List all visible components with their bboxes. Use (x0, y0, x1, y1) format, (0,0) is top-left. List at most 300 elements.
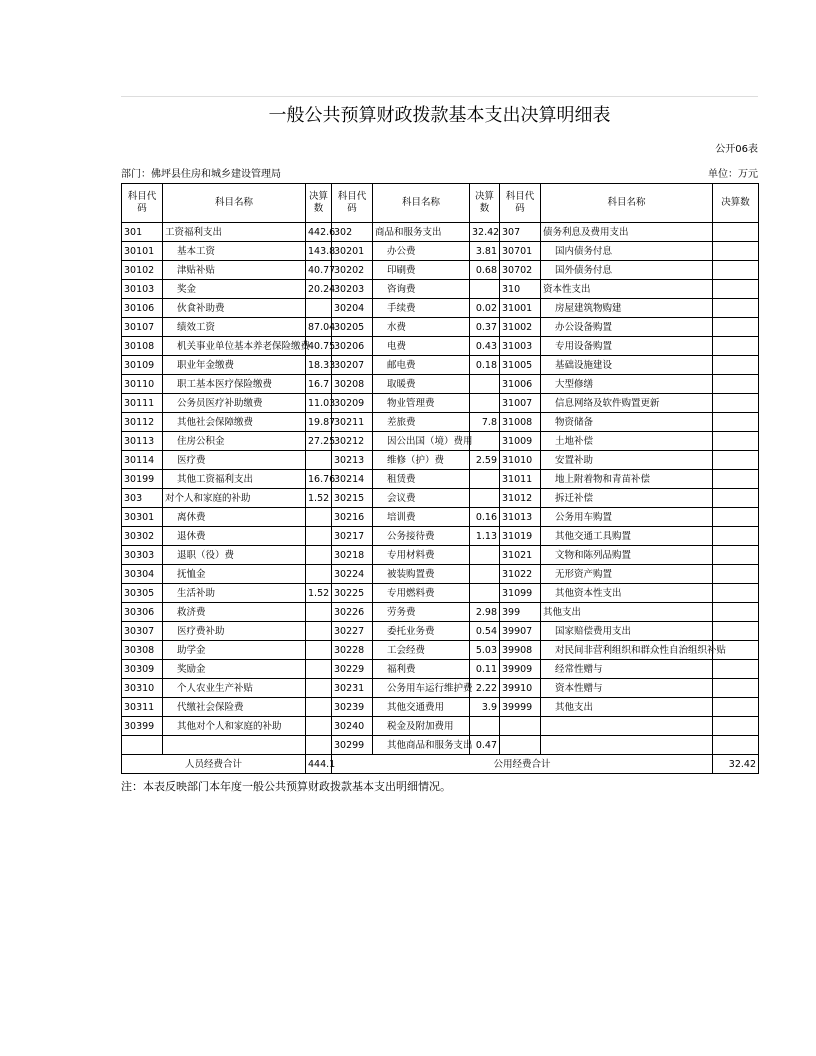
amount-cell (713, 736, 759, 755)
amount-cell (306, 698, 332, 717)
subject-name-cell: 水费 (373, 318, 470, 337)
subject-code-cell: 30311 (122, 698, 163, 717)
amount-cell: 143.8 (306, 242, 332, 261)
subject-name-cell: 奖金 (163, 280, 306, 299)
subject-name-cell: 房屋建筑物购建 (541, 299, 713, 318)
amount-cell: 0.68 (470, 261, 500, 280)
table-row (122, 337, 759, 356)
amount-cell: 0.02 (470, 299, 500, 318)
subject-name-cell: 商品和服务支出 (373, 223, 470, 242)
amount-cell (713, 660, 759, 679)
subject-name-cell: 其他工资福利支出 (163, 470, 306, 489)
amount-cell (306, 451, 332, 470)
subject-code-cell: 30199 (122, 470, 163, 489)
subject-code-cell: 30309 (122, 660, 163, 679)
subject-name-cell: 因公出国（境）费用 (373, 432, 470, 451)
subject-code-cell: 31006 (500, 375, 541, 394)
amount-cell (470, 432, 500, 451)
amount-cell (470, 717, 500, 736)
subject-code-cell: 30111 (122, 394, 163, 413)
table-row (122, 546, 759, 565)
subject-code-cell: 31009 (500, 432, 541, 451)
subject-name-cell: 专用设备购置 (541, 337, 713, 356)
subject-code-cell: 31005 (500, 356, 541, 375)
subject-name-cell: 咨询费 (373, 280, 470, 299)
subject-code-cell: 399 (500, 603, 541, 622)
subject-name-cell: 信息网络及软件购置更新 (541, 394, 713, 413)
subject-code-cell: 30231 (332, 679, 373, 698)
subject-name-cell (163, 736, 306, 755)
subject-code-cell: 30215 (332, 489, 373, 508)
subject-name-cell: 债务利息及费用支出 (541, 223, 713, 242)
amount-cell: 0.18 (470, 356, 500, 375)
subject-code-cell: 30216 (332, 508, 373, 527)
subject-code-cell: 30399 (122, 717, 163, 736)
header-cell: 科目代码 (122, 184, 163, 223)
subject-name-cell: 职工基本医疗保险缴费 (163, 375, 306, 394)
amount-cell (713, 565, 759, 584)
subject-code-cell: 30239 (332, 698, 373, 717)
subject-code-cell: 31001 (500, 299, 541, 318)
amount-cell (306, 660, 332, 679)
subject-name-cell: 电费 (373, 337, 470, 356)
subject-name-cell: 办公费 (373, 242, 470, 261)
amount-cell: 2.59 (470, 451, 500, 470)
amount-cell: 0.47 (470, 736, 500, 755)
amount-cell: 5.03 (470, 641, 500, 660)
subject-name-cell: 维修（护）费 (373, 451, 470, 470)
amount-cell (713, 603, 759, 622)
amount-cell (306, 717, 332, 736)
table-row (122, 413, 759, 432)
amount-cell (713, 527, 759, 546)
subject-code-cell: 30217 (332, 527, 373, 546)
subject-code-cell: 301 (122, 223, 163, 242)
personnel-total-value: 444.1 (306, 755, 332, 774)
subject-code-cell (500, 717, 541, 736)
subject-name-cell: 大型修缮 (541, 375, 713, 394)
subject-code-cell: 31099 (500, 584, 541, 603)
table-row (122, 489, 759, 508)
subject-name-cell: 公务员医疗补助缴费 (163, 394, 306, 413)
subject-name-cell: 职业年金缴费 (163, 356, 306, 375)
subject-code-cell: 31021 (500, 546, 541, 565)
amount-cell (713, 280, 759, 299)
amount-cell: 11.03 (306, 394, 332, 413)
subject-code-cell: 30209 (332, 394, 373, 413)
subject-code-cell: 30206 (332, 337, 373, 356)
subject-code-cell: 30302 (122, 527, 163, 546)
header-row (122, 184, 759, 223)
public-total-value: 32.42 (713, 755, 759, 774)
table-row (122, 280, 759, 299)
subject-name-cell: 其他交通工具购置 (541, 527, 713, 546)
expense-table (121, 183, 759, 774)
subject-name-cell: 印刷费 (373, 261, 470, 280)
amount-cell (470, 280, 500, 299)
table-row (122, 584, 759, 603)
subject-name-cell: 医疗费补助 (163, 622, 306, 641)
subject-code-cell: 30207 (332, 356, 373, 375)
amount-cell (713, 622, 759, 641)
subject-name-cell: 专用材料费 (373, 546, 470, 565)
amount-cell (306, 565, 332, 584)
subject-name-cell: 绩效工资 (163, 318, 306, 337)
subject-code-cell: 30103 (122, 280, 163, 299)
amount-cell (470, 584, 500, 603)
amount-cell (713, 337, 759, 356)
subject-name-cell: 其他资本性支出 (541, 584, 713, 603)
amount-cell (306, 736, 332, 755)
amount-cell (470, 394, 500, 413)
subject-code-cell: 30229 (332, 660, 373, 679)
amount-cell (470, 375, 500, 394)
table-row (122, 299, 759, 318)
amount-cell: 3.9 (470, 698, 500, 717)
footnote: 注：本表反映部门本年度一般公共预算财政拨款基本支出明细情况。 (121, 780, 451, 793)
subject-code-cell: 30112 (122, 413, 163, 432)
subject-code-cell: 30212 (332, 432, 373, 451)
header-cell: 科目代码 (332, 184, 373, 223)
subject-code-cell: 31010 (500, 451, 541, 470)
amount-cell: 442.6 (306, 223, 332, 242)
subject-code-cell: 30107 (122, 318, 163, 337)
subject-name-cell: 津贴补贴 (163, 261, 306, 280)
subject-name-cell: 国外债务付息 (541, 261, 713, 280)
table-row (122, 660, 759, 679)
header-cell: 科目名称 (373, 184, 470, 223)
amount-cell (713, 508, 759, 527)
subject-code-cell: 30113 (122, 432, 163, 451)
table-row (122, 356, 759, 375)
subject-name-cell: 生活补助 (163, 584, 306, 603)
subject-name-cell: 医疗费 (163, 451, 306, 470)
subject-code-cell: 302 (332, 223, 373, 242)
subject-code-cell: 30226 (332, 603, 373, 622)
subject-name-cell: 工资福利支出 (163, 223, 306, 242)
table-row (122, 641, 759, 660)
subject-code-cell: 31013 (500, 508, 541, 527)
table-row (122, 432, 759, 451)
subject-code-cell: 39909 (500, 660, 541, 679)
subject-name-cell: 其他社会保障缴费 (163, 413, 306, 432)
subject-name-cell: 机关事业单位基本养老保险缴费 (163, 337, 306, 356)
subject-code-cell: 31008 (500, 413, 541, 432)
subject-code-cell (122, 736, 163, 755)
amount-cell (713, 489, 759, 508)
table-row (122, 261, 759, 280)
subject-code-cell: 30218 (332, 546, 373, 565)
subject-code-cell: 30240 (332, 717, 373, 736)
amount-cell (713, 356, 759, 375)
subject-code-cell: 30224 (332, 565, 373, 584)
amount-cell (713, 299, 759, 318)
amount-cell (306, 527, 332, 546)
subject-name-cell: 抚恤金 (163, 565, 306, 584)
amount-cell: 87.04 (306, 318, 332, 337)
subject-name-cell: 物资储备 (541, 413, 713, 432)
subject-name-cell: 对民间非营利组织和群众性自治组织补贴 (541, 641, 713, 660)
header-cell: 决算数 (306, 184, 332, 223)
subject-name-cell: 对个人和家庭的补助 (163, 489, 306, 508)
amount-cell (713, 584, 759, 603)
subject-code-cell: 39910 (500, 679, 541, 698)
amount-cell (470, 489, 500, 508)
header-cell: 科目名称 (163, 184, 306, 223)
subject-name-cell: 其他支出 (541, 603, 713, 622)
subject-code-cell: 307 (500, 223, 541, 242)
subject-name-cell: 安置补助 (541, 451, 713, 470)
subject-name-cell: 租赁费 (373, 470, 470, 489)
amount-cell (713, 375, 759, 394)
department-label: 部门：佛坪县住房和城乡建设管理局 (121, 169, 281, 180)
amount-cell (713, 546, 759, 565)
subject-name-cell: 被装购置费 (373, 565, 470, 584)
subject-name-cell: 差旅费 (373, 413, 470, 432)
subject-code-cell: 39908 (500, 641, 541, 660)
table-row (122, 679, 759, 698)
table-row (122, 736, 759, 755)
amount-cell (306, 546, 332, 565)
amount-cell: 19.87 (306, 413, 332, 432)
amount-cell: 0.11 (470, 660, 500, 679)
table-row (122, 717, 759, 736)
subject-name-cell: 救济费 (163, 603, 306, 622)
subject-code-cell: 30310 (122, 679, 163, 698)
amount-cell (470, 546, 500, 565)
amount-cell: 20.24 (306, 280, 332, 299)
subject-code-cell: 30228 (332, 641, 373, 660)
subject-code-cell: 31003 (500, 337, 541, 356)
subject-code-cell: 31011 (500, 470, 541, 489)
amount-cell (306, 622, 332, 641)
amount-cell (306, 603, 332, 622)
subject-code-cell: 30227 (332, 622, 373, 641)
subject-name-cell: 离休费 (163, 508, 306, 527)
subject-code-cell: 30301 (122, 508, 163, 527)
subject-name-cell: 税金及附加费用 (373, 717, 470, 736)
subject-name-cell: 公务用车购置 (541, 508, 713, 527)
subject-name-cell: 经常性赠与 (541, 660, 713, 679)
subject-name-cell: 其他支出 (541, 698, 713, 717)
header-cell: 科目代码 (500, 184, 541, 223)
subject-code-cell: 30114 (122, 451, 163, 470)
subject-name-cell: 拆迁补偿 (541, 489, 713, 508)
subject-name-cell: 代缴社会保险费 (163, 698, 306, 717)
table-row (122, 565, 759, 584)
subject-code-cell: 30106 (122, 299, 163, 318)
subject-code-cell: 30108 (122, 337, 163, 356)
amount-cell: 2.98 (470, 603, 500, 622)
subject-code-cell: 30308 (122, 641, 163, 660)
table-row (122, 527, 759, 546)
subject-name-cell: 退职（役）费 (163, 546, 306, 565)
subject-name-cell: 公务用车运行维护费 (373, 679, 470, 698)
amount-cell: 3.81 (470, 242, 500, 261)
amount-cell: 32.42 (470, 223, 500, 242)
amount-cell (306, 641, 332, 660)
table-row (122, 508, 759, 527)
subject-code-cell: 31007 (500, 394, 541, 413)
amount-cell: 27.25 (306, 432, 332, 451)
subject-code-cell: 30303 (122, 546, 163, 565)
subject-name-cell: 办公设备购置 (541, 318, 713, 337)
table-row (122, 451, 759, 470)
amount-cell (713, 470, 759, 489)
unit-label: 单位：万元 (708, 169, 758, 180)
subject-code-cell: 30299 (332, 736, 373, 755)
subject-name-cell: 物业管理费 (373, 394, 470, 413)
subject-name-cell: 无形资产购置 (541, 565, 713, 584)
header-cell: 决算数 (713, 184, 759, 223)
amount-cell (306, 508, 332, 527)
subject-name-cell: 其他对个人和家庭的补助 (163, 717, 306, 736)
subject-name-cell: 土地补偿 (541, 432, 713, 451)
table-row (122, 622, 759, 641)
report-sheet (121, 96, 758, 794)
subject-name-cell: 福利费 (373, 660, 470, 679)
amount-cell (470, 565, 500, 584)
table-row (122, 698, 759, 717)
subject-code-cell: 30306 (122, 603, 163, 622)
amount-cell: 16.76 (306, 470, 332, 489)
subject-code-cell: 30305 (122, 584, 163, 603)
amount-cell (470, 470, 500, 489)
amount-cell: 40.75 (306, 337, 332, 356)
table-row (122, 375, 759, 394)
header-cell: 决算数 (470, 184, 500, 223)
subject-code-cell: 30102 (122, 261, 163, 280)
subject-code-cell: 30304 (122, 565, 163, 584)
totals-row (122, 755, 759, 774)
subject-code-cell: 31019 (500, 527, 541, 546)
subject-name-cell: 工会经费 (373, 641, 470, 660)
subject-code-cell: 30701 (500, 242, 541, 261)
amount-cell (713, 679, 759, 698)
amount-cell (713, 242, 759, 261)
amount-cell: 0.54 (470, 622, 500, 641)
subject-name-cell: 个人农业生产补贴 (163, 679, 306, 698)
subject-code-cell: 310 (500, 280, 541, 299)
public-total-label: 公用经费合计 (332, 755, 713, 774)
amount-cell (713, 698, 759, 717)
subject-name-cell: 基本工资 (163, 242, 306, 261)
amount-cell (306, 299, 332, 318)
subject-name-cell: 资本性支出 (541, 280, 713, 299)
table-row (122, 394, 759, 413)
subject-name-cell: 专用燃料费 (373, 584, 470, 603)
amount-cell (713, 413, 759, 432)
subject-name-cell: 基础设施建设 (541, 356, 713, 375)
subject-code-cell: 39999 (500, 698, 541, 717)
table-row (122, 470, 759, 489)
subject-name-cell: 取暖费 (373, 375, 470, 394)
subject-code-cell: 30211 (332, 413, 373, 432)
subject-name-cell: 培训费 (373, 508, 470, 527)
subject-name-cell: 资本性赠与 (541, 679, 713, 698)
subject-code-cell: 31002 (500, 318, 541, 337)
amount-cell: 16.7 (306, 375, 332, 394)
subject-name-cell: 文物和陈列品购置 (541, 546, 713, 565)
subject-code-cell: 30202 (332, 261, 373, 280)
subject-code-cell (500, 736, 541, 755)
subject-code-cell: 30702 (500, 261, 541, 280)
subject-name-cell: 住房公积金 (163, 432, 306, 451)
amount-cell (713, 432, 759, 451)
amount-cell: 0.37 (470, 318, 500, 337)
subject-code-cell: 30225 (332, 584, 373, 603)
amount-cell: 1.52 (306, 584, 332, 603)
table-row (122, 242, 759, 261)
subject-name-cell: 伙食补助费 (163, 299, 306, 318)
amount-cell (306, 679, 332, 698)
amount-cell (713, 451, 759, 470)
report-title: 一般公共预算财政拨款基本支出决算明细表 (121, 96, 758, 135)
personnel-total-label: 人员经费合计 (122, 755, 306, 774)
subject-code-cell: 30213 (332, 451, 373, 470)
subject-name-cell: 会议费 (373, 489, 470, 508)
subject-name-cell: 邮电费 (373, 356, 470, 375)
table-row (122, 223, 759, 242)
subject-code-cell: 30109 (122, 356, 163, 375)
subject-code-cell: 30204 (332, 299, 373, 318)
amount-cell: 2.22 (470, 679, 500, 698)
amount-cell: 0.16 (470, 508, 500, 527)
amount-cell (713, 717, 759, 736)
subject-name-cell: 奖励金 (163, 660, 306, 679)
subject-name-cell: 委托业务费 (373, 622, 470, 641)
amount-cell (713, 394, 759, 413)
amount-cell: 40.77 (306, 261, 332, 280)
meta-line (121, 167, 758, 183)
amount-cell (713, 318, 759, 337)
table-row (122, 318, 759, 337)
subject-name-cell: 助学金 (163, 641, 306, 660)
subject-code-cell: 30205 (332, 318, 373, 337)
subject-name-cell (541, 717, 713, 736)
header-cell: 科目名称 (541, 184, 713, 223)
subject-name-cell: 劳务费 (373, 603, 470, 622)
subject-code-cell: 30208 (332, 375, 373, 394)
subject-code-cell: 30101 (122, 242, 163, 261)
subject-code-cell: 30214 (332, 470, 373, 489)
subject-name-cell: 手续费 (373, 299, 470, 318)
subject-name-cell: 退休费 (163, 527, 306, 546)
subject-name-cell: 地上附着物和青苗补偿 (541, 470, 713, 489)
amount-cell: 18.33 (306, 356, 332, 375)
amount-cell: 7.8 (470, 413, 500, 432)
subject-code-cell: 39907 (500, 622, 541, 641)
subject-name-cell: 其他商品和服务支出 (373, 736, 470, 755)
subject-name-cell: 其他交通费用 (373, 698, 470, 717)
subject-code-cell: 303 (122, 489, 163, 508)
subject-code-cell: 30307 (122, 622, 163, 641)
subject-code-cell: 31012 (500, 489, 541, 508)
subject-name-cell: 公务接待费 (373, 527, 470, 546)
amount-cell: 1.52 (306, 489, 332, 508)
subject-code-cell: 30110 (122, 375, 163, 394)
amount-cell: 0.43 (470, 337, 500, 356)
subject-code-cell: 31022 (500, 565, 541, 584)
amount-cell: 1.13 (470, 527, 500, 546)
subject-name-cell: 国内债务付息 (541, 242, 713, 261)
table-code: 公开06表 (715, 144, 758, 155)
amount-cell (713, 223, 759, 242)
subject-name-cell: 国家赔偿费用支出 (541, 622, 713, 641)
subject-code-cell: 30201 (332, 242, 373, 261)
amount-cell (713, 261, 759, 280)
subject-code-cell: 30203 (332, 280, 373, 299)
